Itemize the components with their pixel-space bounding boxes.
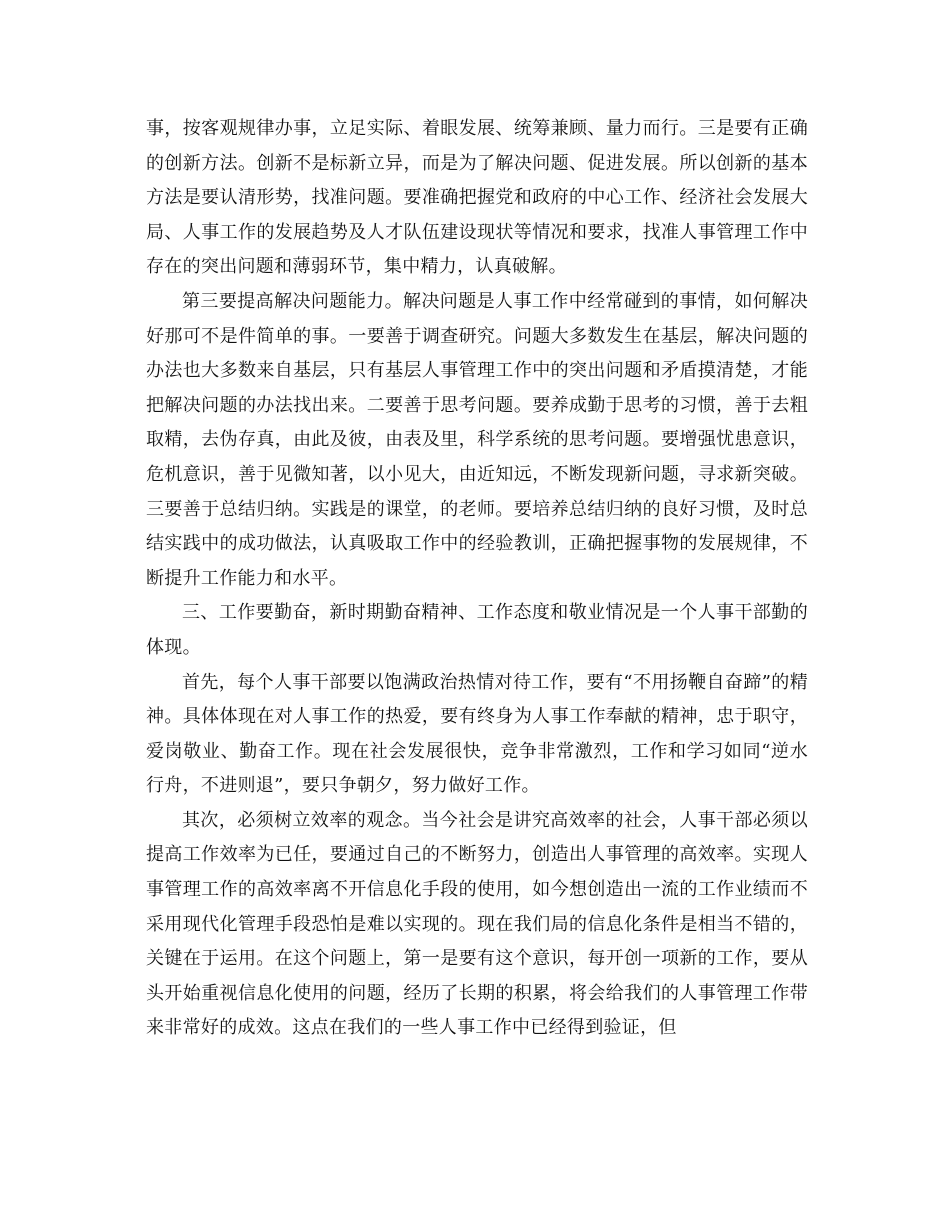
paragraph-2: 第三要提高解决问题能力。解决问题是人事工作中经常碰到的事情，如何解决好那可不是件简单的事。一要善于调查研究。问题大多数发生在基层，解决问题的办法也大多数来自基层，只有基层人事管理工作中的突出问题和矛盾摸清楚，才能把解决问题的办法找出来。二要善于思考问题。要养成勤于思考的习惯，善于去粗取精，去伪存真，由此及彼，由表及里，科学系统的思考问题。要增强忧患意识，危机意识，善于见微知著，以小见大，由近知远，不断发现新问题，寻求新突破。三要善于总结归纳。实践是的课堂，的老师。要培养总结归纳的良好习惯，及时总结实践中的成功做法，认真吸取工作中的经验教训，正确把握事物的发展规律，不断提升工作能力和水平。 — [146, 290, 808, 589]
paragraph-5: 其次，必须树立效率的观念。当今社会是讲究高效率的社会，人事干部必须以提高工作效率为已任，要通过自己的不断努力，创造出人事管理的高效率。实现人事管理工作的高效率离不开信息化手段的使用，如今想创造出一流的工作业绩而不采用现代化管理手段恐怕是难以实现的。现在我们局的信息化条件是相当不错的，关键在于运用。在这个问题上，第一是要有这个意识，每开创一项新的工作，要从头开始重视信息化使用的问题，经历了长期的积累，将会给我们的人事管理工作带来非常好的成效。这点在我们的一些人事工作中已经得到验证，但 — [146, 809, 808, 1039]
paragraph-4: 首先，每个人事干部要以饱满政治热情对待工作，要有“不用扬鞭自奋蹄”的精神。具体体现在对人事工作的热爱，要有终身为人事工作奉献的精神，忠于职守，爱岗敬业、勤奋工作。现在社会发展很快，竞争非常激烈，工作和学习如同“逆水行舟，不进则退”，要只争朝夕，努力做好工作。 — [146, 671, 808, 797]
paragraph-1: 事，按客观规律办事，立足实际、着眼发展、统筹兼顾、量力而行。三是要有正确的创新方法。创新不是标新立异，而是为了解决问题、促进发展。所以创新的基本方法是要认清形势，找准问题。要准确把握党和政府的中心工作、经济社会发展大局、人事工作的发展趋势及人才队伍建设现状等情况和要求，找准人事管理工作中存在的突出问题和薄弱环节，集中精力，认真破解。 — [146, 118, 808, 278]
paragraph-3: 三、工作要勤奋，新时期勤奋精神、工作态度和敬业情况是一个人事干部勤的体现。 — [146, 602, 808, 658]
document-page — [146, 112, 808, 1046]
